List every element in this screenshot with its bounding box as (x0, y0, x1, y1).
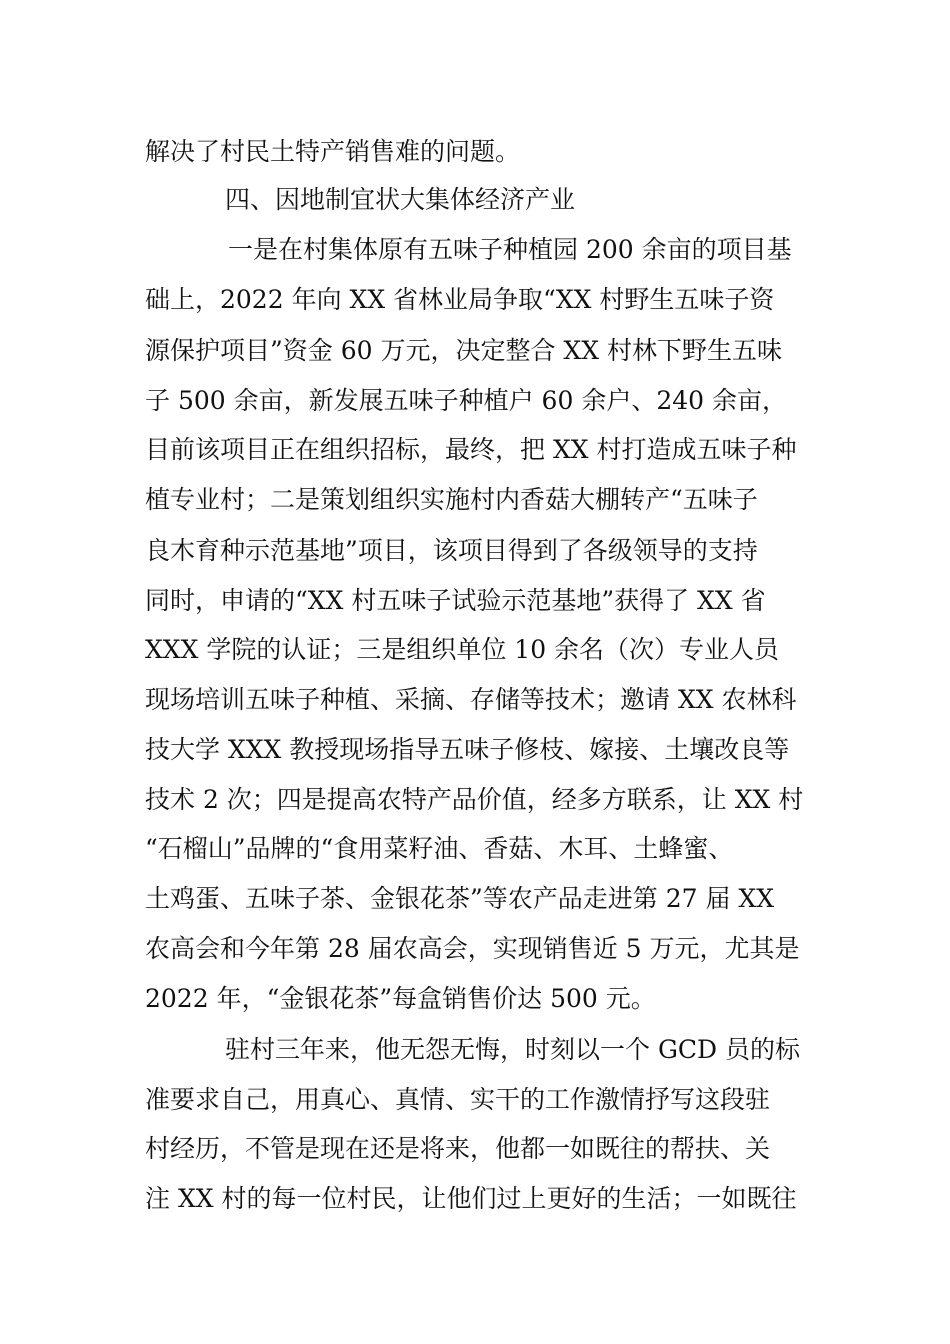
text-line-17: 农高会和今年第 28 届农高会，实现销售近 5 万元，尤其是 (145, 934, 800, 963)
text-line-11: XXX 学院的认证；三是组织单位 10 余名（次）专业人员 (145, 635, 780, 664)
text-line-4: 础上，2022 年向 XX 省林业局争取“XX 村野生五味子资 (145, 285, 775, 314)
text-line-19: 驻村三年来，他无怨无悔，时刻以一个 GCD 员的标 (225, 1035, 801, 1064)
text-line-1: 解决了村民土特产销售难的问题。 (145, 137, 521, 166)
text-line-12: 现场培训五味子种植、采摘、存储等技术；邀请 XX 农林科 (145, 685, 797, 714)
text-line-9: 良木育种示范基地”项目，该项目得到了各级领导的支持 (145, 536, 758, 565)
text-line-3: 一是在村集体原有五味子种植园 200 余亩的项目基 (228, 235, 792, 264)
text-line-6: 子 500 余亩，新发展五味子种植户 60 余户、240 余亩， (145, 386, 787, 415)
text-line-20: 准要求自己，用真心、真情、实干的工作激情抒写这段驻 (145, 1085, 771, 1114)
text-line-22: 注 XX 村的每一位村民，让他们过上更好的生活；一如既往 (145, 1184, 797, 1213)
text-line-16: 土鸡蛋、五味子茶、金银花茶”等农产品走进第 27 届 XX (145, 884, 775, 913)
section-heading: 四、因地制宜状大集体经济产业 (225, 185, 576, 214)
text-line-18: 2022 年，“金银花茶”每盒销售价达 500 元。 (145, 984, 656, 1013)
text-line-13: 技大学 XXX 教授现场指导五味子修枝、嫁接、土壤改良等 (145, 735, 790, 764)
text-line-7: 目前该项目正在组织招标，最终，把 XX 村打造成五味子种 (145, 435, 797, 464)
text-line-15: “石榴山”品牌的“食用菜籽油、香菇、木耳、土蜂蜜、 (145, 834, 734, 863)
text-line-8: 植专业村；二是策划组织实施村内香菇大棚转产“五味子 (145, 485, 758, 514)
text-line-10: 同时，申请的“XX 村五味子试验示范基地”获得了 XX 省 (145, 586, 766, 615)
text-line-5: 源保护项目”资金 60 万元，决定整合 XX 村林下野生五味 (145, 336, 782, 365)
text-line-21: 村经历，不管是现在还是将来，他都一如既往的帮扶、关 (145, 1134, 771, 1163)
text-line-14: 技术 2 次；四是提高农特产品价值，经多方联系，让 XX 村 (145, 785, 804, 814)
